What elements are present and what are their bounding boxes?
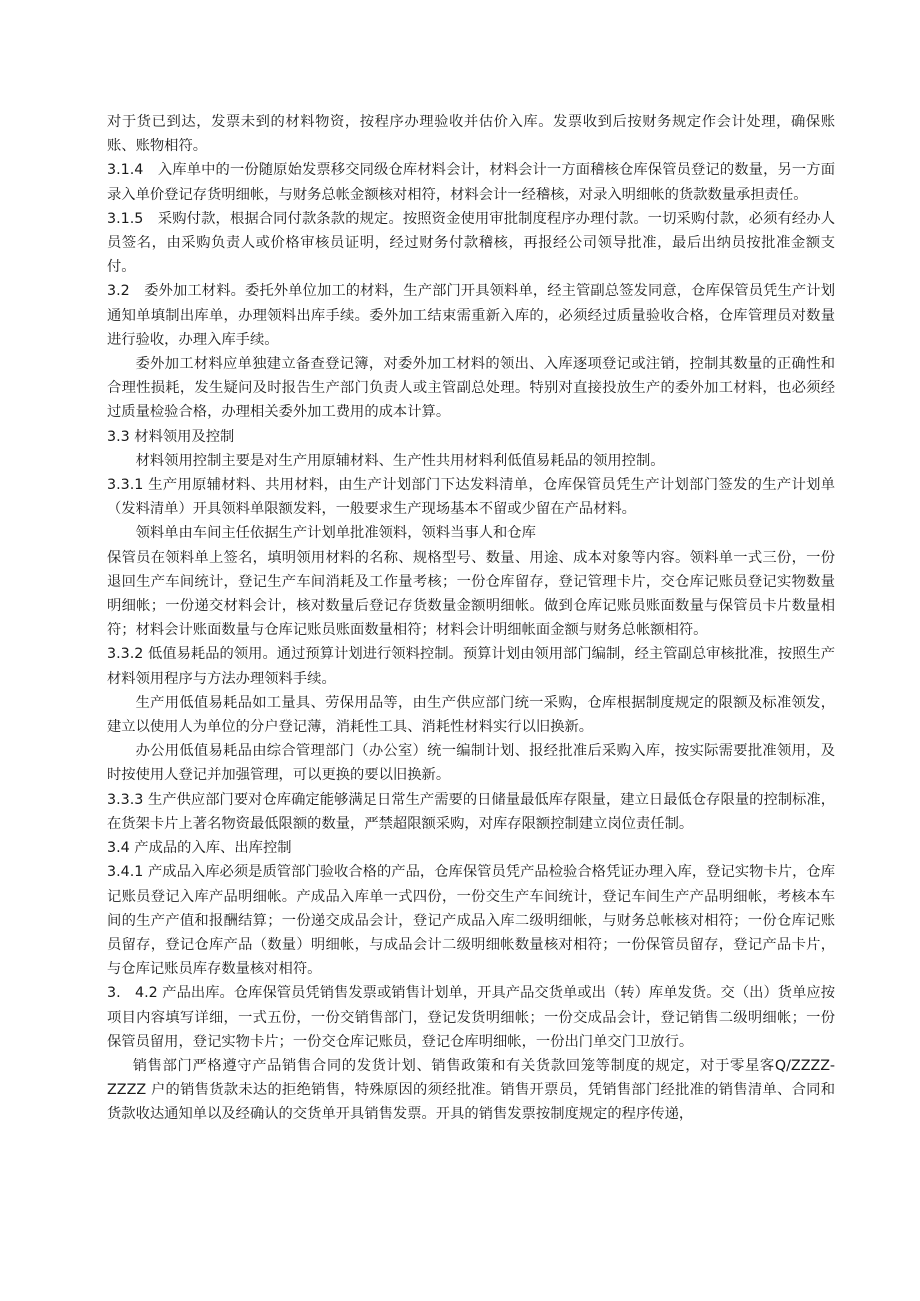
paragraph: 保管员在领料单上签名，填明领用材料的名称、规格型号、数量、用途、成本对象等内容。领料单一式三份，一份退回生产车间统计，登记生产车间消耗及工作量考核；一份仓库留存，登记管理卡片，交仓库记账员登记实物数量明细帐；一份递交材料会计，核对数量后登记存货数量金额明细帐。做到仓库记账员账面数量与保管员卡片数量相符；材料会计账面数量与仓库记账员账面数量相符；材料会计明细帐面金额与财务总帐额相符。 — [107, 549, 835, 639]
paragraph: 对于货已到达，发票未到的材料物资，按程序办理验收并估价入库。发票收到后按财务规定作会计处理，确保账账、账物相符。 — [107, 114, 835, 155]
paragraph: 3. 4.2 产品出库。仓库保管员凭销售发票或销售计划单，开具产品交货单或出（转）库单发货。交（出）货单应按项目内容填写详细，一式五份，一份交销售部门，登记发货明细帐；一份交成品会计，登记销售二级明细帐；一份保管员留用，登记实物卡片；一份交仓库记账员，登记仓库明细帐，一份出门单交门卫放行。 — [107, 985, 835, 1050]
paragraph: 3.4.1 产成品入库必须是质管部门验收合格的产品，仓库保管员凭产品检验合格凭证办理入库，登记实物卡片，仓库记账员登记入库产品明细帐。产成品入库单一式四份，一份交生产车间统计，登记车间生产产品明细帐，考核本车间的生产产值和报酬结算；一份递交成品会计，登记产成品入库二级明细帐，与财务总帐核对相符；一份仓库记账员留存，登记仓库产品（数量）明细帐，与成品会计二级明细帐数量核对相符；一份保管员留存，登记产品卡片，与仓库记账员库存数量核对相符。 — [107, 864, 835, 978]
paragraph: 办公用低值易耗品由综合管理部门（办公室）统一编制计划、报经批准后采购入库，按实际需要批准领用，及时按使用人登记并加强管理，可以更换的要以旧换新。 — [107, 743, 835, 784]
paragraph: 3.1.5 采购付款，根据合同付款条款的规定。按照资金使用审批制度程序办理付款。一切采购付款，必须有经办人员签名，由采购负责人或价格审核员证明，经过财务付款稽核，再报经公司领导批准，最后出纳员按批准金额支付。 — [107, 210, 835, 276]
paragraph: 材料领用控制主要是对生产用原辅材料、生产性共用材料利低值易耗品的领用控制。 — [135, 452, 665, 469]
paragraph: 销售部门严格遵守产品销售合同的发货计划、销售政策和有关货款回笼等制度的规定，对于零星客Q/ZZZZ-ZZZZ 户的销售货款未达的拒绝销售，特殊原因的须经批准。销售开票员，凭销售部门经批准的销售清单、合同和货款收达通知单以及经确认的交货单开具销售发票。开具的销售发票按制度规定的程序传递， — [107, 1057, 835, 1123]
paragraph: 3.3.2 低值易耗品的领用。通过预算计划进行领料控制。预算计划由领用部门编制，经主管副总审核批准，按照生产材料领用程序与方法办理领料手续。 — [107, 646, 835, 687]
paragraph: 3.1.4 入库单中的一份随原始发票移交同级仓库材料会计，材料会计一方面稽核仓库保管员登记的数量，另一方面录入单价登记存货明细帐，与财务总帐金额核对相符，材料会计一经稽核，对录入明细帐的货款数量承担责任。 — [107, 162, 835, 203]
paragraph: 生产用低值易耗品如工量具、劳保用品等，由生产供应部门统一采购，仓库根据制度规定的限额及标准领发，建立以使用人为单位的分户登记薄，消耗性工具、消耗性材料实行以旧换新。 — [107, 694, 835, 736]
paragraph: 委外加工材料应单独建立备查登记簿，对委外加工材料的领出、入库逐项登记或注销，控制其数量的正确性和合理性损耗，发生疑问及时报告生产部门负责人或主管副总处理。特别对直接投放生产的委外加工材料，也必须经过质量检验合格，办理相关委外加工费用的成本计算。 — [107, 356, 835, 421]
document-page — [107, 110, 835, 1127]
section-heading: 3.4 产成品的入库、出库控制 — [107, 840, 292, 857]
section-heading: 3.3 材料领用及控制 — [107, 428, 235, 445]
paragraph: 3.3.3 生产供应部门要对仓库确定能够满足日常生产需要的日储量最低库存限量，建立日最低仓存限量的控制标准，在货架卡片上著名物资最低限额的数量，严禁超限额采购，对库存限额控制建立岗位责任制。 — [107, 791, 835, 832]
paragraph: 3.2 委外加工材料。委托外单位加工的材料，生产部门开具领料单，经主管副总签发同意，仓库保管员凭生产计划通知单填制出库单，办理领料出库手续。委外加工结束需重新入库的，必须经过质量验收合格，仓库管理员对数量进行验收，办理入库手续。 — [107, 283, 835, 348]
paragraph: 3.3.1 生产用原辅材料、共用材料，由生产计划部门下达发料清单，仓库保管员凭生产计划部门签发的生产计划单（发料清单）开具领料单限额发料，一般要求生产现场基本不留或少留在产品材料。 — [107, 477, 835, 518]
paragraph: 领料单由车间主任依据生产计划单批准领料，领料当事人和仓库 — [135, 525, 536, 542]
